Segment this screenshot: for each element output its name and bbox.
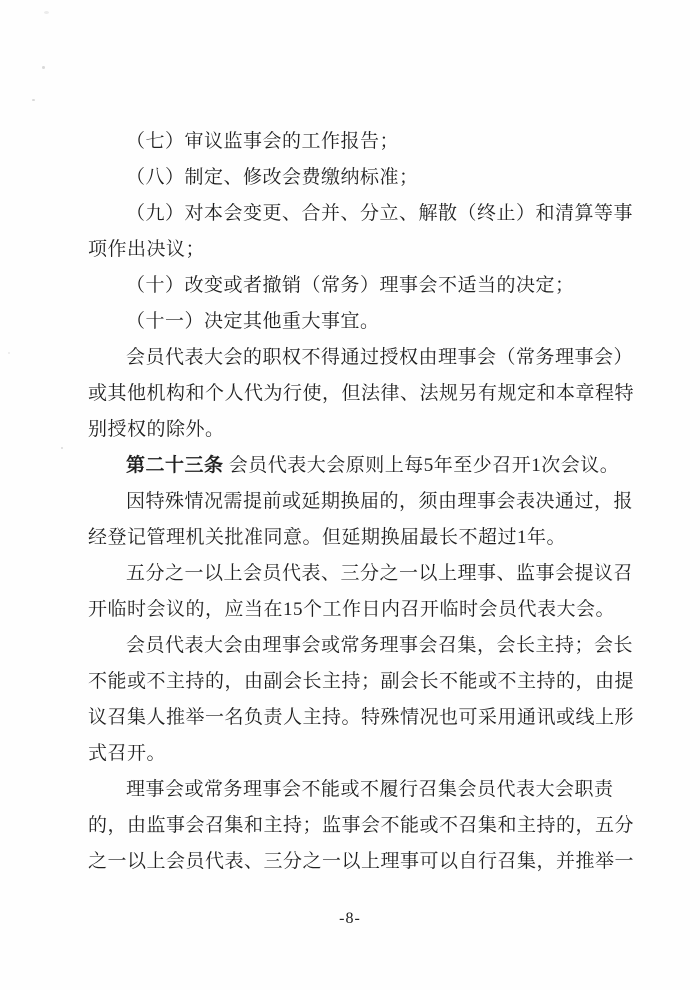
text-line: 会员代表大会的职权不得通过授权由理事会（常务理事会） bbox=[126, 347, 634, 368]
text-line: 五分之一以上会员代表、三分之一以上理事、监事会提议召 bbox=[126, 563, 634, 584]
scan-artifact bbox=[8, 352, 10, 354]
text-line: 不能或不主持的，由副会长主持；副会长不能或不主持的，由提 bbox=[88, 671, 635, 692]
article-number-label: 第二十三条 bbox=[126, 455, 224, 476]
text-line: （十一）决定其他重大事宜。 bbox=[126, 311, 380, 332]
page-number: -8- bbox=[339, 910, 361, 927]
text-line: （九）对本会变更、合并、分立、解散（终止）和清算等事 bbox=[126, 203, 634, 224]
document-body bbox=[88, 124, 635, 880]
scan-artifact bbox=[42, 66, 45, 69]
text-line: 的，由监事会召集和主持；监事会不能或不召集和主持的，五分 bbox=[88, 815, 635, 836]
scan-artifact bbox=[32, 99, 35, 101]
text-line: 或其他机构和个人代为行使，但法律、法规另有规定和本章程特 bbox=[88, 383, 635, 404]
text-line: 因特殊情况需提前或延期换届的，须由理事会表决通过，报 bbox=[126, 491, 634, 512]
text-line: （十）改变或者撤销（常务）理事会不适当的决定； bbox=[126, 275, 575, 296]
text-line: 议召集人推举一名负责人主持。特殊情况也可采用通讯或线上形 bbox=[88, 707, 635, 728]
text-line: （七）审议监事会的工作报告； bbox=[126, 131, 400, 152]
text-line: 之一以上会员代表、三分之一以上理事可以自行召集，并推举一 bbox=[88, 851, 635, 872]
text-line: 别授权的除外。 bbox=[88, 419, 225, 440]
text-line: （八）制定、修改会费缴纳标准； bbox=[126, 167, 419, 188]
text-line: 开临时会议的，应当在15个工作日内召开临时会员代表大会。 bbox=[88, 599, 616, 620]
text-line: 项作出决议； bbox=[88, 239, 206, 260]
text-line: 理事会或常务理事会不能或不履行召集会员代表大会职责 bbox=[126, 779, 614, 800]
text-line: 会员代表大会由理事会或常务理事会召集，会长主持；会长 bbox=[126, 635, 634, 656]
scan-artifact bbox=[44, 11, 49, 14]
text-line: 式召开。 bbox=[88, 743, 167, 764]
scan-artifact bbox=[61, 447, 63, 449]
text-line: 第二十三条 会员代表大会原则上每5年至少召开1次会议。 bbox=[126, 455, 620, 476]
text-line: 经登记管理机关批准同意。但延期换届最长不超过1年。 bbox=[88, 527, 567, 548]
